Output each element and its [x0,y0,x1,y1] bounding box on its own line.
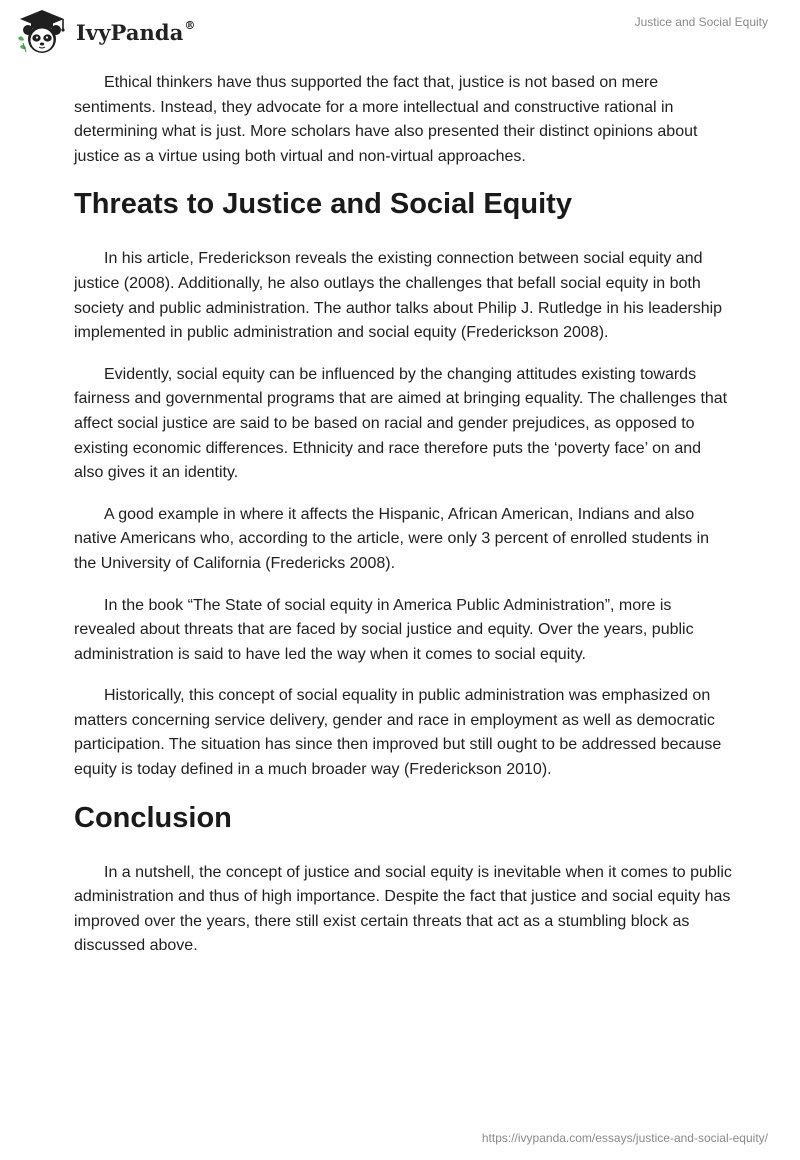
threats-paragraph: Historically, this concept of social equality in public administration was emphasized on matters concerning service delivery, gender and race in employment as well as democratic participation. The situation has since then improved but still ought to be addressed because equity is today defined in a much broader way (Frederickson 2010). [74,687,722,779]
registered-mark: ® [184,18,196,32]
conclusion-heading: Conclusion [74,801,232,834]
source-url[interactable]: https://ivypanda.com/essays/justice-and-social-equity/ [481,1131,768,1145]
panda-graduate-logo-icon [14,8,70,54]
threats-paragraph: A good example in where it affects the Hispanic, African American, Indians and also native Americans who, according to the article, were only 3 percent of enrolled students in the University of California (Fredericks 2008). [74,505,710,572]
essay-body [74,71,734,976]
threats-paragraph: In his article, Frederickson reveals the existing connection between social equity and justice (2008). Additionally, he also outlays the challenges that befall social equity in both society and public administration. The author talks about Philip J. Rutledge in his leadership implemented in public administration and social equity (Frederickson 2008). [74,250,723,342]
document-title: Justice and Social Equity [634,15,768,29]
logo-wordmark [76,20,196,45]
threats-paragraph: In the book “The State of social equity in America Public Administration”, more is revealed about threats that are faced by social justice and equity. Over the years, public administration is said to have led the way when it comes to social equity. [74,596,694,663]
intro-paragraph: Ethical thinkers have thus supported the fact that, justice is not based on mere sentiments. Instead, they advocate for a more intellectual and constructive rational in determining what is just. More scholars have also presented their distinct opinions about justice as a virtue using both virtual and non-virtual approaches. [74,74,698,165]
page-header [0,0,800,62]
threats-paragraph: Evidently, social equity can be influenced by the changing attitudes existing towards fairness and governmental programs that are aimed at bringing equality. The challenges that affect social justice are said to be based on racial and gender prejudices, as opposed to existing economic differences. Ethnicity and race therefore puts the ‘poverty face’ on and also gives it an identity. [74,365,728,482]
conclusion-paragraph: In a nutshell, the concept of justice and social equity is inevitable when it comes to public administration and thus of high importance. Despite the fact that justice and social equity has improved over the years, there still exist certain threats that act as a stumbling block as discussed above. [74,863,732,955]
threats-heading: Threats to Justice and Social Equity [74,188,572,221]
logo-text: IvyPanda [76,19,184,45]
ivypanda-logo[interactable] [14,8,196,54]
